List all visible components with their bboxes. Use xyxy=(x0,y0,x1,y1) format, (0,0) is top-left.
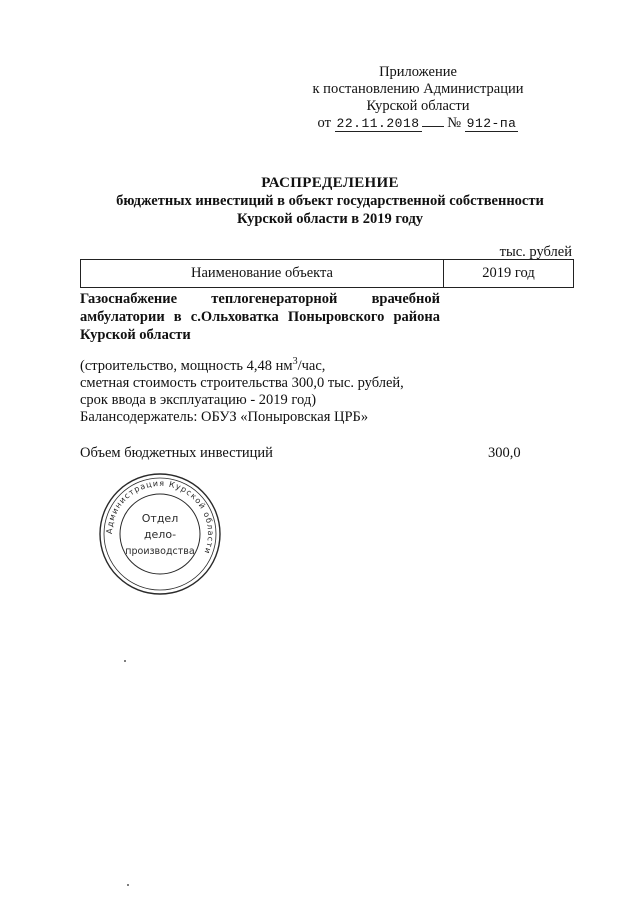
resolution-number: 912-па xyxy=(466,116,517,131)
investment-volume-label: Объем бюджетных инвестиций xyxy=(80,445,273,461)
title-line-3: Курской области в 2019 году xyxy=(236,211,424,227)
number-label: № xyxy=(447,115,462,131)
investment-volume-value: 300,0 xyxy=(488,445,521,461)
scan-speck xyxy=(127,884,129,886)
from-label: от xyxy=(317,115,331,131)
appendix-resolution: к постановлению Администрации xyxy=(312,81,524,97)
appendix-header xyxy=(268,64,568,132)
title-line-2: бюджетных инвестиций в объект государственной собственности xyxy=(116,193,544,209)
stamp-line-2: дело- xyxy=(143,528,177,541)
date-underline xyxy=(422,126,444,127)
detail-commissioning: срок ввода в эксплуатацию - 2019 год) xyxy=(80,391,317,408)
object-name: Газоснабжение теплогенераторной врачебной амбулатории в с.Ольховатка Поныровского района Курской области xyxy=(80,291,440,343)
appendix-title: Приложение xyxy=(379,64,457,80)
office-stamp xyxy=(96,470,224,598)
stamp-line-3: производства xyxy=(125,546,195,557)
appendix-date-line xyxy=(268,115,568,132)
scan-speck xyxy=(124,660,126,662)
table-header xyxy=(80,259,574,288)
appendix-region: Курской области xyxy=(366,98,470,114)
units-label: тыс. рублей xyxy=(499,244,572,260)
detail-capacity-sup: 3 xyxy=(292,356,298,367)
stamp-ring-text: Администрация Курской области xyxy=(104,478,216,556)
resolution-date: 22.11.2018 xyxy=(336,116,420,131)
detail-holder: Балансодержатель: ОБУЗ «Поныровская ЦРБ» xyxy=(80,408,369,425)
detail-cost: сметная стоимость строительства 300,0 тыс. рублей, xyxy=(80,374,404,391)
detail-capacity-text: (строительство, мощность 4,48 нм xyxy=(80,357,293,374)
column-object-name: Наименование объекта xyxy=(81,260,444,287)
document-title xyxy=(80,174,580,228)
title-main: РАСПРЕДЕЛЕНИЕ xyxy=(261,175,399,191)
object-details xyxy=(80,353,500,426)
detail-capacity-unit: /час, xyxy=(297,357,326,374)
column-year: 2019 год xyxy=(482,265,535,281)
detail-capacity xyxy=(80,353,500,375)
stamp-line-1: Отдел xyxy=(141,512,179,525)
